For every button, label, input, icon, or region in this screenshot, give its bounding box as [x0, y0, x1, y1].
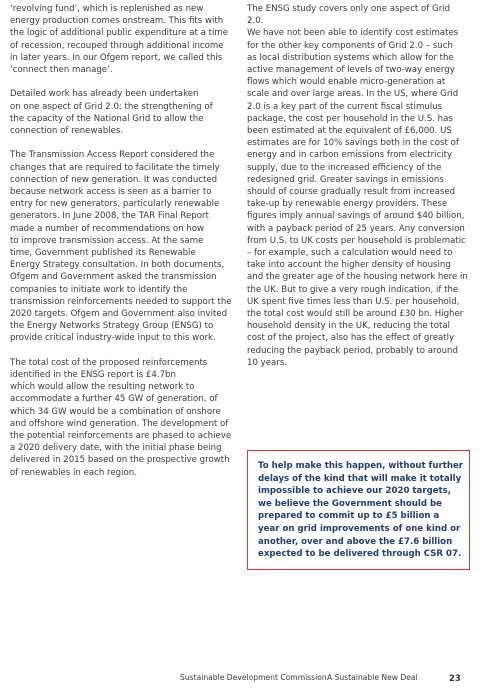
footer-organisation: Sustainable Development Commission	[180, 673, 327, 682]
body-paragraph: The Transmission Access Report considered the changes that are required to facilitate the timely connection of new generation. It was conducted because network access is seen as a barrier to entry for new generators, particularly renewable generators. In June 2008, the TAR Final Report made a number of recommendations on how to improve transmission access. At the same time, Government published its Renewable Energy Strategy consultation. In both documents, Ofgem and Government asked the transmission companies to initiate work to identify the transmission reinforcements needed to support the 2020 targets. Ofgem and Government also invited the Energy Networks Strategy Group (ENSG) to provide critical industry-wide input to this work.	[10, 150, 232, 344]
page-footer	[0, 672, 482, 684]
body-paragraph: The total cost of the proposed reinforcements identified in the ENSG report is £4.7bn which would allow the resulting network to accommodate a further 45 GW of generation, of which 34 GW would be a combination of onshore and offshore wind generation. The development of the potential reinforcements are phased to achieve a 2020 delivery date, with the initial phase being delivered in 2015 based on the prospective growth of renewables in each region.	[10, 357, 232, 478]
left-column	[10, 3, 232, 479]
callout-text: To help make this happen, without further delays of the kind that will make it totally impossible to achieve our 2020 targets, we believe the Government should be prepared to commit up to £5 billion a year on grid improvements of one kind or another, over and above the £7.6 billion expected to be delivered through CSR 07.	[258, 461, 464, 560]
body-paragraph: ‘revolving fund’, which is replenished as new energy production comes onstream. This fits with the logic of additional public expenditure at a time of recession, recouped through additional income in later years. In our Ofgem report, we called this ‘connect then manage’.	[10, 4, 229, 76]
body-paragraph: The ENSG study covers only one aspect of Grid 2.0. We have not been able to identify cost estimates for the other key components of Grid 2.0 – such as local distribution systems which allow for the active management of levels of two-way energy flows which would enable micro-generation at scale and over large areas. In the US, where Grid 2.0 is a key part of the current fiscal stimulus package, the cost per household in the U.S. has been estimated at the equivalent of £6,000. US estimates are for 10% savings both in the cost of energy and in carbon emissions from electricity supply, due to the increased efficiency of the redesigned grid. Greater savings in emissions should of course gradually result from increased take-up by renewable energy providers. These figures imply annual savings of around $40 billion, with a payback period of 25 years. Any conversion from U.S. to UK costs per household is problematic – for example, such a calculation would need to take into account the higher density of housing and the greater age of the housing network here in the UK. But to give a very rough indication, if the UK spent five times less than U.S. per household, the total cost would still be around £30 bn. Higher household density in the UK, reducing the total cost of the project, also has the effect of greatly reducing the payback period, probably to around 10 years.	[247, 4, 468, 368]
right-column	[247, 3, 469, 369]
footer-report-title: A Sustainable New Deal	[327, 673, 418, 682]
body-paragraph: Detailed work has already been undertaken on one aspect of Grid 2.0: the strengthening of the capacity of the National Grid to allow the connection of renewables.	[10, 89, 213, 137]
callout-box	[247, 450, 470, 570]
page-number: 23	[449, 673, 461, 683]
